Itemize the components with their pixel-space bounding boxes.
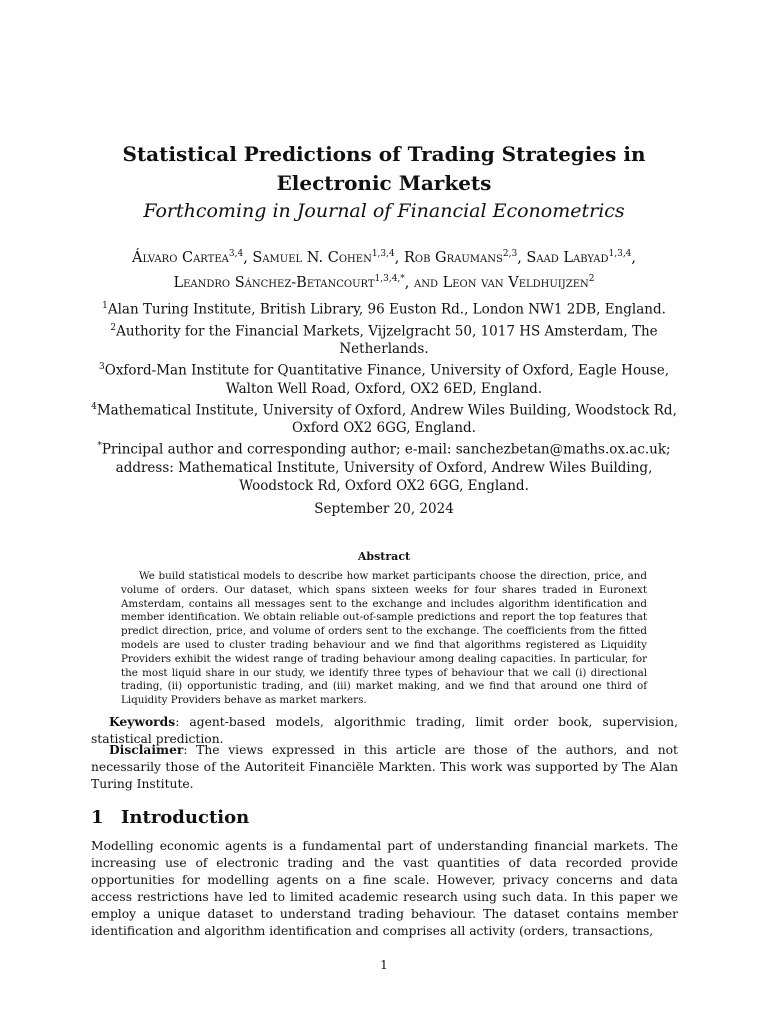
corresponding-author-note: *Principal author and corresponding author; e-mail: sanchezbetan@maths.ox.ac.uk; address: Mathematical Institute, University of Oxford, Andrew Wiles Building, Woodstock Rd, Oxford OX2 6GG, England. (97, 441, 671, 494)
title-line-1: Statistical Predictions of Trading Strategies in (122, 142, 646, 166)
affiliation: $^2$Authority for the Financial Markets, Vijzelgracht 50, 1017 HS Amsterdam, The Netherlands. (110, 322, 658, 357)
author-list (70, 244, 698, 294)
keywords: Keywords: agent-based models, algorithmic trading, limit order book, supervision, statistical prediction. (91, 714, 678, 746)
author: Álvaro Cartea$^{3,4}$, (131, 249, 253, 266)
title-line-2: Electronic Markets (276, 171, 492, 195)
author: Leandro Sánchez-Betancourt$^{1,3,4,*}$, and (173, 273, 443, 291)
affiliation: $^1$Alan Turing Institute, British Library, 96 Euston Rd., London NW1 2DB, England. (102, 301, 666, 318)
paper-subtitle: Forthcoming in Journal of Financial Econometrics (143, 200, 625, 222)
paper-title (60, 140, 708, 198)
keywords-label: Keywords (109, 714, 176, 729)
page-number: 1 (380, 958, 388, 972)
introduction-paragraph: Modelling economic agents is a fundamental part of understanding financial markets. The increasing use of electronic trading and the vast quantities of data recorded provide opportunities for modelling agents on a fine scale. However, privacy concerns and data access restrictions have led to limited academic research using such data. In this paper we employ a unique dataset to understand trading behaviour. The dataset contains member identification and algorithm identification and comprises all activity (orders, transactions, (91, 839, 678, 938)
author: Leon van Veldhuijzen$^2$ (442, 273, 595, 291)
author: Saad Labyad$^{1,3,4}$, (526, 249, 637, 266)
disclaimer-label: Disclaimer (109, 742, 184, 757)
affiliation-list (80, 297, 688, 495)
abstract-text: We build statistical models to describe how market participants choose the direction, price, and volume of orders. Our dataset, which spans sixteen weeks for four shares traded in Euronext Amsterdam, contains all messages sent to the exchange and includes algorithm identification and member identification. We obtain reliable out-of-sample predictions and report the top features that predict direction, price, and volume of orders sent to the exchange. The coefficients from the fitted models are used to cluster trading behaviour and we find that algorithms registered as Liquidity Providers exhibit the widest range of trading behaviour among dealing capacities. In particular, for the most liquid share in our study, we identify three types of behaviour that we call (i) directional trading, (ii) opportunistic trading, and (iii) market making, and we find that around one third of Liquidity Providers behave as market markers. (121, 570, 647, 707)
author: Rob Graumans$^{2,3}$, (403, 249, 527, 266)
author: Samuel N. Cohen$^{1,3,4}$, (252, 249, 404, 266)
section-heading (91, 806, 678, 830)
affiliation: $^3$Oxford-Man Institute for Quantitative Finance, University of Oxford, Eagle House, Walton Well Road, Oxford, OX2 6ED, England. (99, 362, 669, 397)
publication-date: September 20, 2024 (314, 501, 454, 517)
abstract-heading: Abstract (357, 550, 411, 563)
section-number: 1 (91, 807, 104, 828)
disclaimer: Disclaimer: The views expressed in this article are those of the authors, and not necessarily those of the Autoriteit Financiële Markten. This work was supported by The Alan Turing Institute. (91, 742, 678, 791)
affiliation: $^4$Mathematical Institute, University of Oxford, Andrew Wiles Building, Woodstock Rd, Oxford OX2 6GG, England. (91, 401, 677, 436)
section-title: Introduction (121, 807, 250, 828)
